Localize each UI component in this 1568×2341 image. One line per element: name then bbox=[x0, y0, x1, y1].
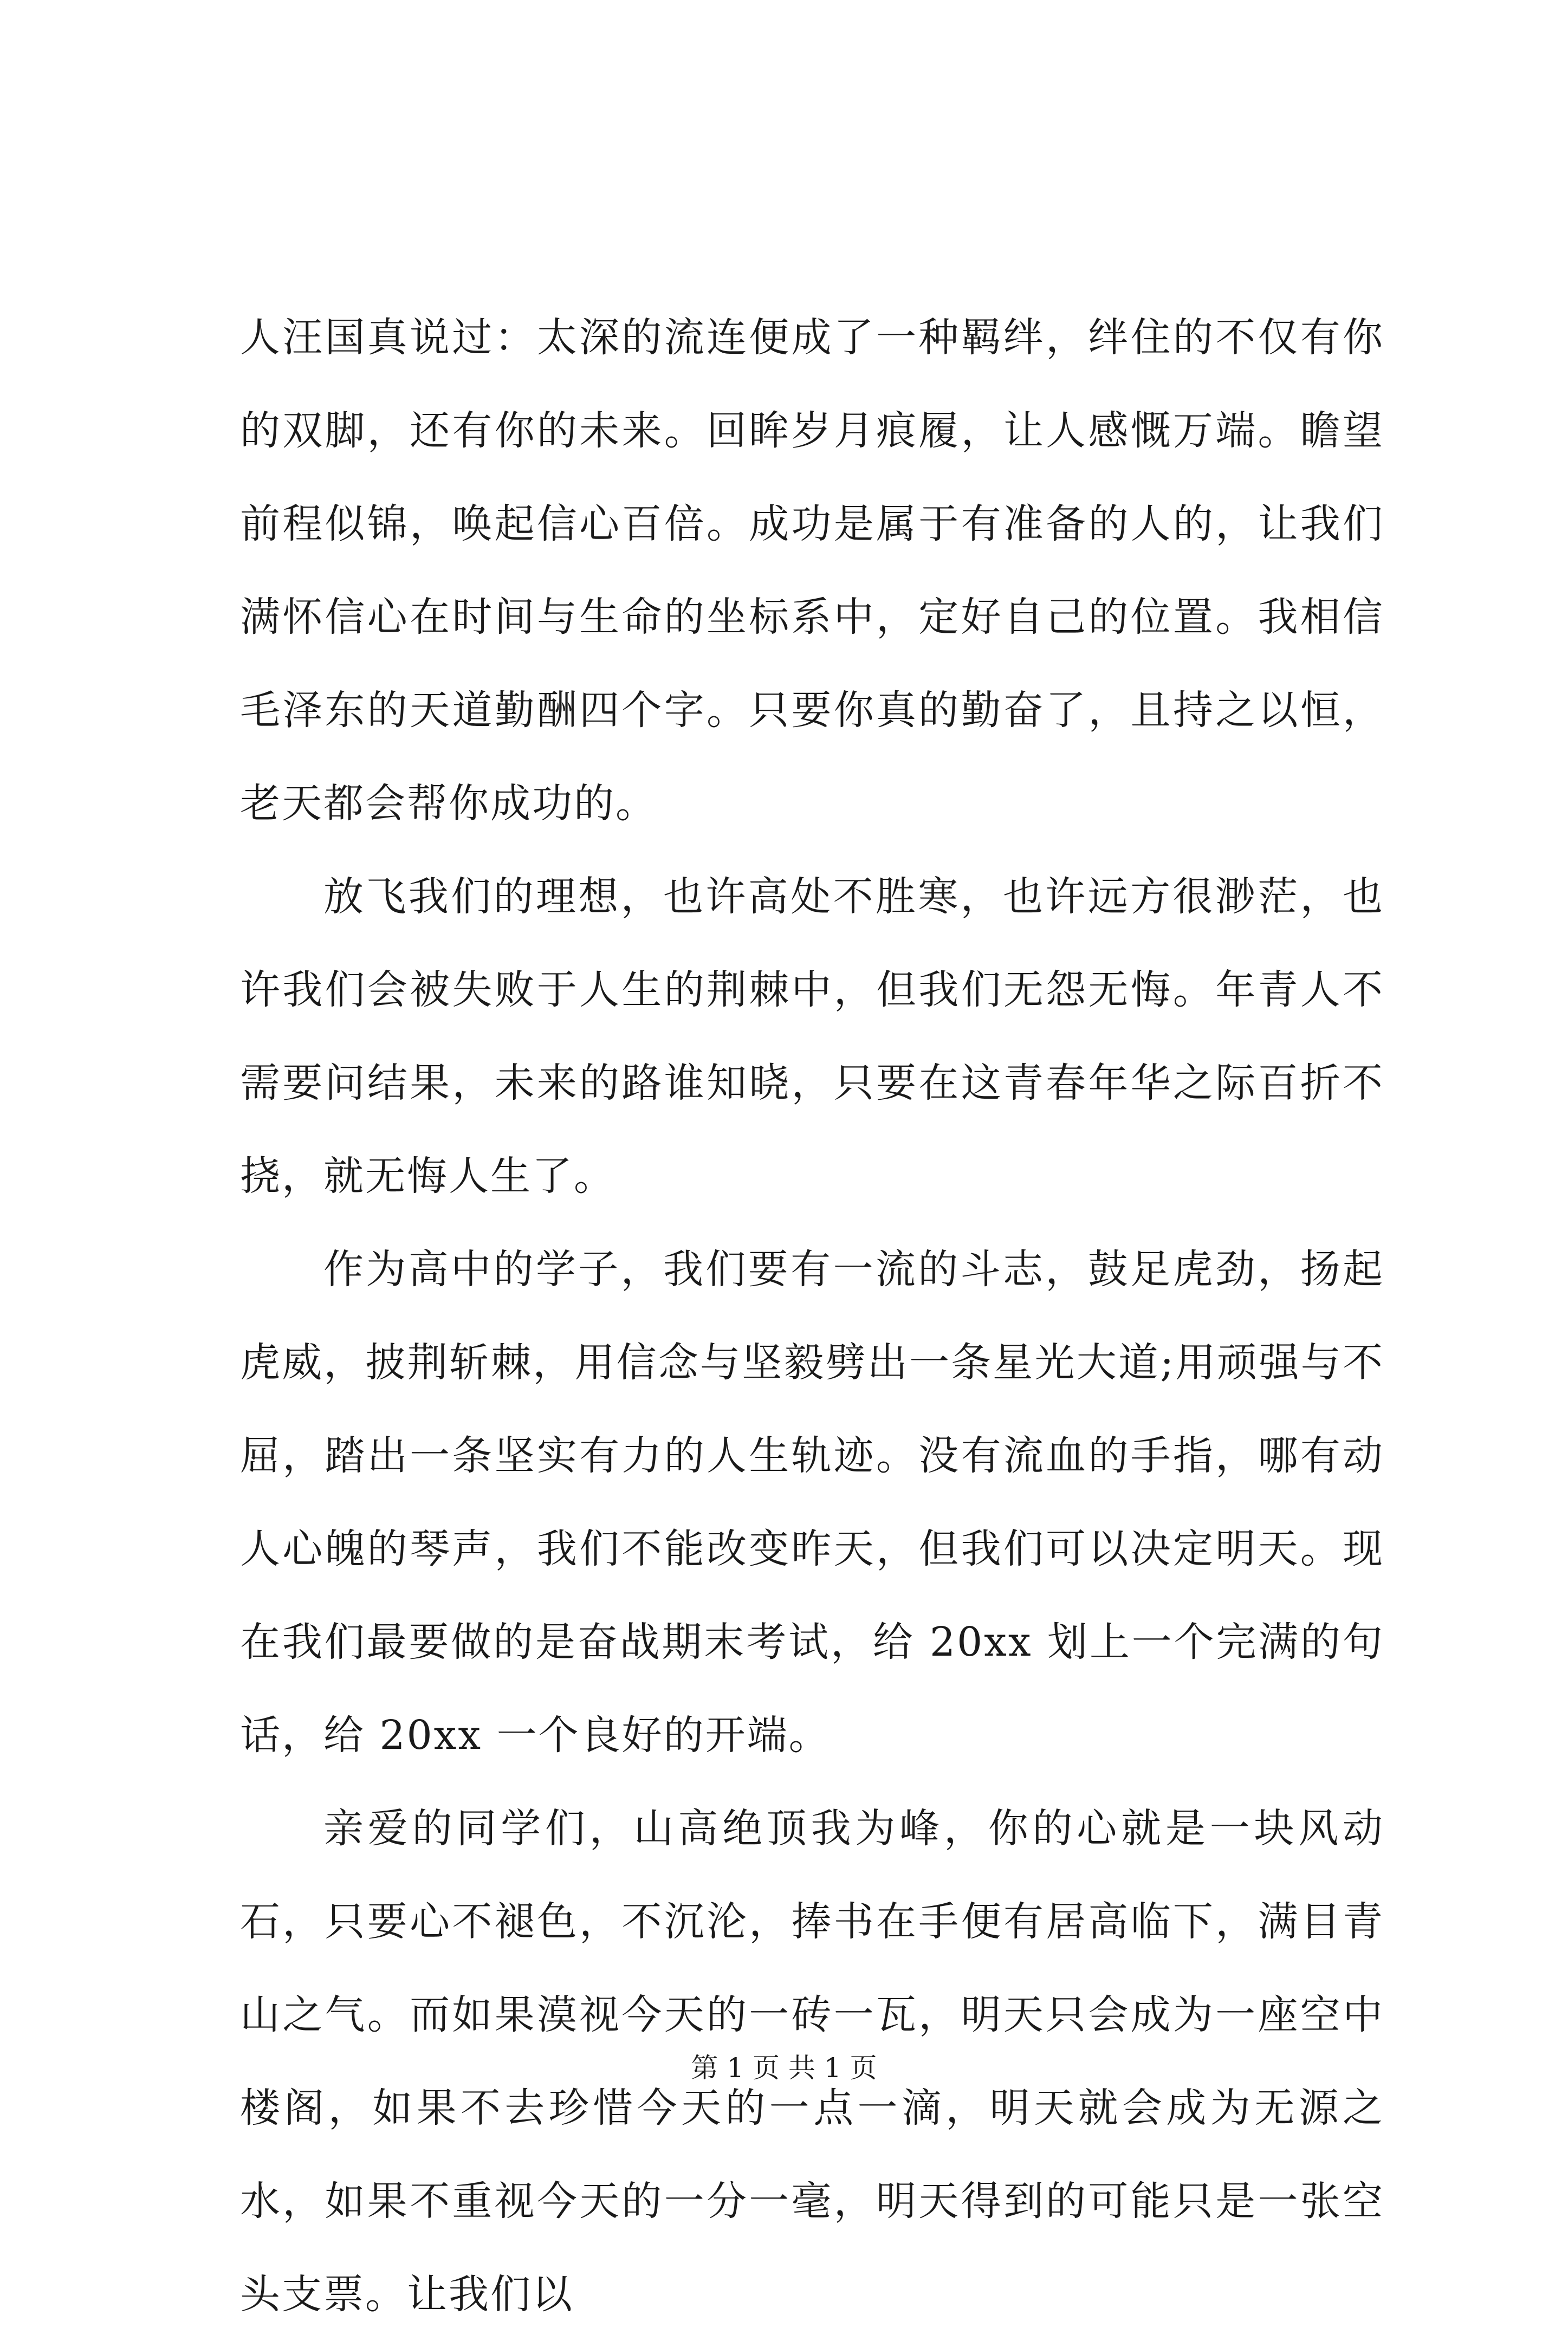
paragraph-1: 人汪国真说过：太深的流连便成了一种羁绊，绊住的不仅有你的双脚，还有你的未来。回眸岁月痕履，让人感慨万端。瞻望前程似锦，唤起信心百倍。成功是属于有准备的人的，让我们满怀信心在时间与生命的坐标系中，定好自己的位置。我相信毛泽东的天道勤酬四个字。只要你真的勤奋了，且持之以恒，老天都会帮你成功的。 bbox=[240, 314, 1384, 827]
paragraph-4: 亲爱的同学们，山高绝顶我为峰，你的心就是一块风动石，只要心不褪色，不沉沦，捧书在手便有居高临下，满目青山之气。而如果漠视今天的一砖一瓦，明天只会成为一座空中楼阁，如果不去珍惜今天的一点一滴，明天就会成为无源之水，如果不重视今天的一分一毫，明天得到的可能只是一张空头支票。让我们以 bbox=[240, 1805, 1384, 2318]
paragraph-2: 放飞我们的理想，也许高处不胜寒，也许远方很渺茫，也许我们会被失败于人生的荆棘中，但我们无怨无悔。年青人不需要问结果，未来的路谁知晓，只要在这青春年华之际百折不挠，就无悔人生了。 bbox=[240, 873, 1384, 1199]
page-footer: 第 1 页 共 1 页 bbox=[691, 2052, 877, 2084]
body-text bbox=[240, 291, 1384, 2341]
paragraph-3: 作为高中的学子，我们要有一流的斗志，鼓足虎劲，扬起虎威，披荆斩棘，用信念与坚毅劈出一条星光大道;用顽强与不屈，踏出一条坚实有力的人生轨迹。没有流血的手指，哪有动人心魄的琴声，我们不能改变昨天，但我们可以决定明天。现在我们最要做的是奋战期末考试，给 20xx 划上一个完满的句话，给 20xx 一个良好的开端。 bbox=[240, 1246, 1384, 1759]
